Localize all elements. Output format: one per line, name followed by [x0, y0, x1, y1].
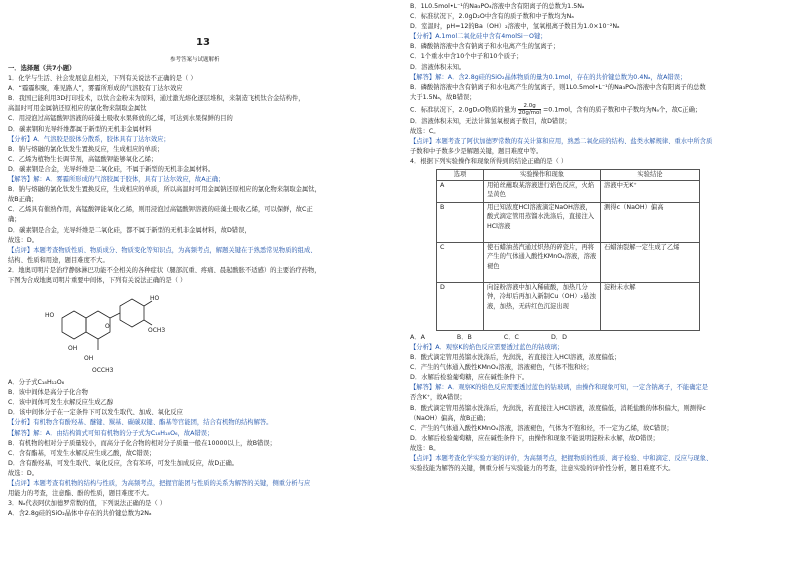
answer-line: B．酸式滴定管用蒸馏水洗涤后，先润洗，若直接注入HCl溶液，浓度偏低，消耗盐酸的体积偏大，则测得c	[410, 404, 706, 412]
analysis-line: B．酸式滴定管用蒸馏水洗涤后，先润洗，若直接注入HCl溶液，浓度偏低；	[410, 354, 621, 362]
option-line: D．该中间体分子在一定条件下可以发生取代、加成、氧化反应	[8, 409, 183, 417]
mol-label-oh-1: OH	[68, 345, 78, 353]
answer-line: 故选：D。	[8, 236, 39, 244]
fraction-prefix: C．标准状况下，2.0gD₂O物质的量为	[410, 106, 517, 114]
table-cell: 使石蜡油蒸汽通过炽热的碎瓷片，再将产生的气体通入酸性KMnO₄溶液，溶液褪色	[484, 242, 601, 282]
table-cell: B	[437, 202, 484, 242]
answer-line: 否含K⁺，故A错误；	[410, 394, 466, 402]
answer-line: B．磷酸钠溶液中含有钠离子和水电离产生的氢离子，则1L0.5mol•L⁻¹的Na₃PO₄溶液中含有阳离子的总数	[410, 83, 706, 91]
answer-line: C．产生的气体通入酸性KMnO₄溶液，溶液褪色，气体为不饱和烃，不一定为乙烯，故C错误；	[410, 424, 673, 432]
table-header-row	[437, 170, 700, 181]
q1-line: 1．化学与生活、社会发展息息相关，下列有关说法不正确的是（ ）	[8, 75, 197, 83]
table-header: 实验操作和现象	[484, 170, 601, 181]
answer-line: D．溶液体积未知，无法计算氢氧根离子数目，故D错误；	[410, 117, 571, 125]
answer-line: C．含有酯基，可发生水解反应生成乙酸，故C错误；	[8, 449, 156, 457]
q3-line: A．含2.8g硅的SiO₂晶体中存在的共价键总数为2Nₐ	[8, 510, 152, 518]
choice-c: C．C	[503, 333, 519, 341]
comment-line: 【点评】本题考查有机物的结构与性质，为高频考点，把握官能团与性质的关系为解答的关键，侧重分析与应	[8, 480, 311, 487]
analysis-line: C．产生的气体通入酸性KMnO₄溶液，溶液褪色，气体不饱和烃；	[410, 364, 593, 372]
left-column	[8, 0, 390, 584]
option-line: C．标准状况下，2.0gD₂O中含有的质子数和中子数均为Nₐ	[410, 13, 574, 21]
answer-line: D．含有酚羟基，可发生取代、氧化反应，含有苯环，可发生加成反应，故D正确。	[8, 459, 239, 467]
table-cell: C	[437, 242, 484, 282]
page-subtitle: 参考答案与试题解析	[170, 57, 220, 63]
q1-block	[8, 74, 390, 266]
analysis-line: C．1个重水中含10个中子和10个质子；	[410, 53, 523, 61]
comment-line: 【点评】本题考查了阿伏加德罗常数的有关计算和应用，熟悉二氧化硅的结构、盐类水解规律、重水中所含质	[410, 138, 713, 146]
q1-line: D．碳素钢和光导纤维都属于新型的无机非金属材料	[8, 125, 152, 133]
q3-block-start	[8, 499, 390, 519]
answer-line: 【解答】解：A．观察K的焰色反应需要透过蓝色的钴玻璃，由操作和现象可知，一定含钠离子，不能确定是	[410, 384, 709, 392]
comment-line: 实验技能为解答的关键，侧重分析与实验能力的考查，注意实验的评价性分析，题目难度不大。	[410, 465, 675, 473]
answer-line: 大于1.5Nₐ，故B错误；	[410, 93, 476, 101]
table-row	[437, 180, 700, 202]
q1-line: 高温时可用金属钠还原相应的氯化物来制取金属钛	[8, 105, 147, 113]
answer-line: 【解答】解：A．含2.8g硅的SiO₂晶体物质的量为0.1mol，存在的共价键总数为0.4Nₐ，故A错误；	[410, 73, 687, 81]
mol-label-ho-1: HO	[45, 312, 55, 320]
choice-d: D．D	[550, 333, 567, 341]
analysis-line: 【分析】有机物含有酚羟基、醚键、羰基、碳碳双键、酯基等官能团，结合有机物的结构解答。	[8, 419, 273, 427]
table-cell: 溶液中无K⁺	[601, 180, 700, 202]
table-cell: A	[437, 180, 484, 202]
answer-line: 故选：D。	[8, 469, 39, 477]
mol-label-oh-2: OH	[84, 355, 94, 363]
comment-line: 结构、性质和用途，题目难度不大。	[8, 256, 109, 264]
answer-line: 故选：B。	[410, 444, 440, 452]
q1-line: A．“霾霾积聚，难见路人”，雾霾所形成的气溶胶有丁达尔效应	[8, 85, 183, 93]
answer-line: D．碳素钢是合金，光导纤维是二氧化硅，都不属于新型的无机非金属材料，故D错误，	[8, 226, 251, 234]
mol-label-o: O	[105, 323, 110, 331]
option-line: B．该中间体是高分子化合物	[8, 389, 88, 397]
table-cell: 淀粉未水解	[601, 282, 700, 330]
answer-line: 故B正确；	[8, 196, 38, 204]
table-cell: 向淀粉溶液中加入稀硫酸，加热几分钟，冷却后再加入新制Cu（OH）₂悬浊液，加热，无砖红色沉淀出现	[484, 282, 601, 330]
q1-line: C．用浸泡过高锰酸钾溶液的硅藻土吸收水果释放的乙烯，可达到水果保鲜的目的	[8, 115, 233, 123]
comment-line: 【点评】本题考查物质性质、物质成分、物质变化等知识点，为高频考点，解题关键在于熟悉常见物质的组成、	[8, 246, 317, 254]
table-cell: 用已知浓度HCl溶液滴定NaOH溶液，酸式滴定管用蒸馏水洗涤后，直接注入HCl溶液	[484, 202, 601, 242]
answer-line: 确；	[8, 216, 21, 224]
option-line: D．室温时，pH=12的Ba（OH）₂溶液中，氢氧根离子数目为1.0×10⁻²Nₐ	[410, 23, 620, 31]
q2-line: 下图为合成地奥司明片重要中间体，下列有关说法正确的是（ ）	[8, 276, 187, 284]
mol-label-och3: OCH3	[148, 327, 166, 335]
answer-line: B．钠与熔融的氯化钛发生置换反应，生成相应的单质，所以高温时可用金属钠还原相应的氯化物来制取金属钛，	[8, 186, 321, 194]
table-cell: 用铂丝蘸取某溶液进行焰色反应，火焰呈黄色	[484, 180, 601, 202]
answer-line: D．水解后检验葡萄糖，应在碱性条件下，由操作和现象不能说明淀粉未水解，故D错误；	[410, 434, 659, 442]
answer-line: 【解答】解：A．由结构简式可知有机物的分子式为C₁₈H₁₈O₆，故A错误；	[8, 429, 214, 437]
experiment-table	[436, 169, 700, 331]
answer-line: 故选：C。	[410, 128, 440, 136]
comment-line: 用能力的考查，注意酯、酚的性质，题目难度不大。	[8, 490, 153, 498]
table-row	[437, 242, 700, 282]
fraction	[518, 103, 541, 116]
q2-block	[8, 266, 390, 499]
analysis-line: C．乙烯为植物生长调节剂，高锰酸钾能够氧化乙烯；	[8, 155, 158, 163]
choice-a: A．A	[410, 333, 425, 341]
table-cell: 测得c（NaOH）偏高	[601, 202, 700, 242]
answer-line: B．有机物的相对分子质量较小，而高分子化合物的相对分子质量一般在10000以上，故B错误；	[8, 439, 276, 447]
choice-b: B．B	[456, 333, 472, 341]
analysis-line: 【分析】A．观察K的焰色反应需要透过蓝色的钴玻璃；	[410, 344, 564, 351]
table-header: 选项	[437, 170, 484, 181]
mol-label-occh3: OCCH3	[92, 367, 114, 375]
analysis-line: B．钠与熔融的氯化钛发生置换反应，生成相应的单质；	[8, 145, 164, 153]
option-line: A．分子式C₁₈H₁₂O₆	[8, 379, 65, 387]
page-number: 13	[196, 37, 210, 48]
table-cell: 石蜡油裂解一定生成了乙烯	[601, 242, 700, 282]
answer-line: （NaOH）偏高，故B正确；	[410, 414, 490, 422]
analysis-line: D．溶液体积未知。	[410, 63, 466, 71]
analysis-line: 【分析】A．气溶胶是胶体分散系，胶体具有丁达尔效应；	[8, 135, 170, 143]
q4-choices	[410, 333, 792, 343]
table-cell: D	[437, 282, 484, 330]
q2-line: 2．地奥司明片是治疗静脉淋巴功能不全相关的各种症状（腿部沉重、疼痛、晨起酸胀不适感）的主要治疗药物，	[8, 266, 321, 274]
molecule-structure-image	[42, 288, 166, 376]
analysis-line: D．碳素钢是合金，光导纤维是二氧化硅，不属于新型的无机非金属材料。	[8, 165, 215, 173]
analysis-line: D．水解后检验葡萄糖，应在碱性条件下。	[410, 374, 529, 382]
section-heading: 一．选择题（共7小题）	[8, 65, 76, 72]
answer-line: 【解答】解：A．雾霾所形成的气溶胶属于胶体，具有丁达尔效应，故A正确；	[8, 176, 225, 184]
fraction-suffix: =0.1mol，含有的质子数和中子数均为Nₐ个，故C正确；	[542, 106, 702, 114]
answer-line-fraction	[410, 103, 792, 117]
comment-line: 【点评】本题考查化学实验方案的评价，为高频考点，把握物质的性质、离子检验、中和滴定、反应与现象、	[410, 455, 713, 463]
analysis-line: B．磷酸钠溶液中含有钠离子和水电离产生的氢离子；	[410, 43, 560, 51]
option-line: C．该中间体可发生水解反应生成乙醇	[8, 399, 114, 407]
answer-line: C．乙烯具有催熟作用，高锰酸钾能氧化乙烯，则用浸泡过高锰酸钾溶液的硅藻土吸收乙烯，可以保鲜，故C正	[8, 206, 313, 214]
table-row	[437, 282, 700, 330]
right-column	[410, 0, 792, 552]
table-row	[437, 202, 700, 242]
q3-line: 3．Nₐ代表阿伏加德罗常数的值，下列说法正确的是（ ）	[8, 500, 167, 508]
table-header: 实验结论	[601, 170, 700, 181]
fraction-numerator: 2.0g	[518, 103, 541, 110]
option-line: B．1L0.5mol•L⁻¹的Na₃PO₄溶液中含有阳离子的总数为1.5Nₐ	[410, 3, 585, 10]
mol-label-ho-2: HO	[150, 295, 160, 303]
analysis-line: 【分析】A.1mol二氧化硅中含有4molSi－O键；	[410, 33, 547, 41]
comment-line: 子数和中子数多少是解题关键，题目难度中等。	[410, 148, 543, 156]
fraction-denominator: 20g/mol	[518, 109, 541, 116]
q1-line: B．我国已能利用3D打印技术，以钛合金粉末为原料，通过激光熔化逐层堆积，来制造飞机钛合金结构件，	[8, 95, 305, 103]
q4-stem: 4．根据下列实验操作和现象所得到的结论正确的是（ ）	[410, 158, 568, 166]
